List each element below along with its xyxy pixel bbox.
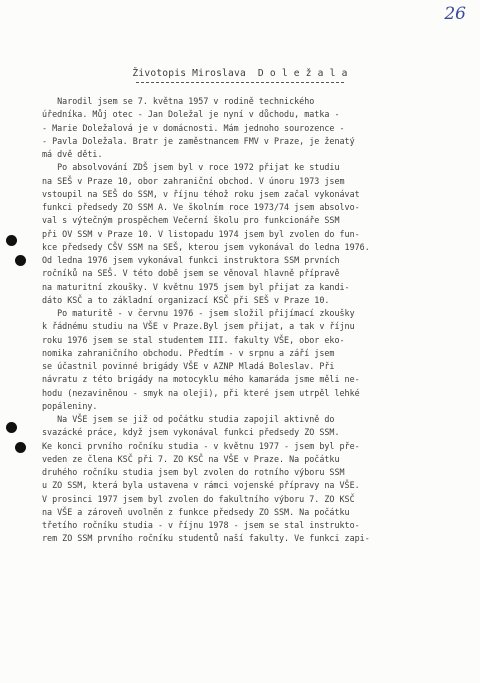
- document-title: Životopis Miroslava D o l e ž a l a: [132, 68, 348, 79]
- text-line: Ke konci prvního ročníku studia - v květnu 1977 - jsem byl pře-: [42, 440, 360, 451]
- page-number: 26: [444, 4, 466, 24]
- text-line: - Marie Doležalová je v domácnosti. Mám jednoho sourozence -: [42, 122, 345, 133]
- punch-hole: [6, 422, 17, 433]
- title-underline: [136, 82, 344, 83]
- text-line: dáto KSČ a to základní organizací KSČ při SEŠ v Praze 10.: [42, 294, 330, 305]
- punch-hole: [6, 235, 17, 246]
- text-line: Od ledna 1976 jsem vykonával funkci instruktora SSM prvních: [42, 255, 340, 265]
- text-line: třetího ročníku studia - v říjnu 1978 - jsem se stal instrukto-: [42, 520, 360, 530]
- text-line: nomika zahraničního obchodu. Předtím - v srpnu a září jsem: [42, 347, 335, 358]
- text-line: k řádnému studiu na VŠE v Praze.Byl jsem přijat, a tak v říjnu: [42, 321, 355, 332]
- text-line: veden ze člena KSČ při 7. ZO KSČ na VŠE v Praze. Na počátku: [42, 453, 340, 464]
- punch-hole: [15, 255, 26, 266]
- text-line: - Pavla Doležala. Bratr je zaměstnancem FMV v Praze, je ženatý: [42, 135, 355, 146]
- text-line: val s výtečným prospěchem Večerní školu pro funkcionáře SSM: [42, 215, 340, 226]
- punch-hole: [15, 442, 26, 453]
- text-line: funkci předsedy ZO SSM A. Ve školním roce 1973/74 jsem absolvo-: [42, 202, 360, 212]
- text-line: ročníků na SEŠ. V této době jsem se věnoval hlavně přípravě: [42, 268, 340, 279]
- text-line: vstoupil na SEŠ do SSM, v říjnu téhož roku jsem začal vykonávat: [42, 188, 360, 199]
- text-line: u ZO SSM, která byla ustavena v rámci vojenské přípravy na VŠE.: [42, 480, 360, 491]
- text-line: druhého ročníku studia jsem byl zvolen do rotního výboru SSM: [42, 467, 345, 477]
- text-line: roku 1976 jsem se stal studentem III. fakulty VŠE, obor eko-: [42, 334, 345, 345]
- text-line: kce předsedy CŠV SSM na SEŠ, kterou jsem vykonával do ledna 1976.: [42, 241, 370, 252]
- text-line: se účastnil povinné brigády VŠE v AZNP Mladá Boleslav. Při: [42, 361, 335, 371]
- text-line: Po absolvování ZDŠ jsem byl v roce 1972 přijat ke studiu: [42, 162, 340, 173]
- text-line: hodu (nezaviněnou - smyk na oleji), při které jsem utrpěl lehké: [42, 387, 360, 398]
- text-line: úředníka. Můj otec - Jan Doležal je nyní v důchodu, matka -: [42, 109, 340, 120]
- text-line: Po maturitě - v červnu 1976 - jsem složil přijímací zkoušky: [42, 308, 355, 318]
- body-text: [42, 95, 452, 546]
- text-line: V prosinci 1977 jsem byl zvolen do fakultního výboru 7. ZO KSČ: [42, 493, 355, 504]
- text-line: návratu z této brigády na motocyklu mého kamaráda jsme měli ne-: [42, 374, 360, 385]
- text-line: Narodil jsem se 7. května 1957 v rodině technického: [42, 96, 315, 106]
- text-line: rem ZO SSM prvního ročníku studentů naší fakulty. Ve funkci zapi-: [42, 533, 370, 544]
- text-line: má dvě děti.: [42, 149, 103, 159]
- text-line: popáleniny.: [42, 400, 98, 411]
- text-line: na VŠE a zároveň uvolněn z funkce předsedy ZO SSM. Na počátku: [42, 506, 350, 517]
- text-line: při OV SSM v Praze 10. V listopadu 1974 jsem byl zvolen do fun-: [42, 228, 360, 239]
- text-line: na maturitní zkoušky. V květnu 1975 jsem byl přijat za kandi-: [42, 281, 350, 292]
- text-line: na SEŠ v Praze 10, obor zahraniční obchod. V únoru 1973 jsem: [42, 175, 345, 186]
- text-line: Na VŠE jsem se již od počátku studia zapojil aktivně do: [42, 414, 335, 424]
- text-line: svazácké práce, když jsem vykonával funkci předsedy ZO SSM.: [42, 427, 340, 438]
